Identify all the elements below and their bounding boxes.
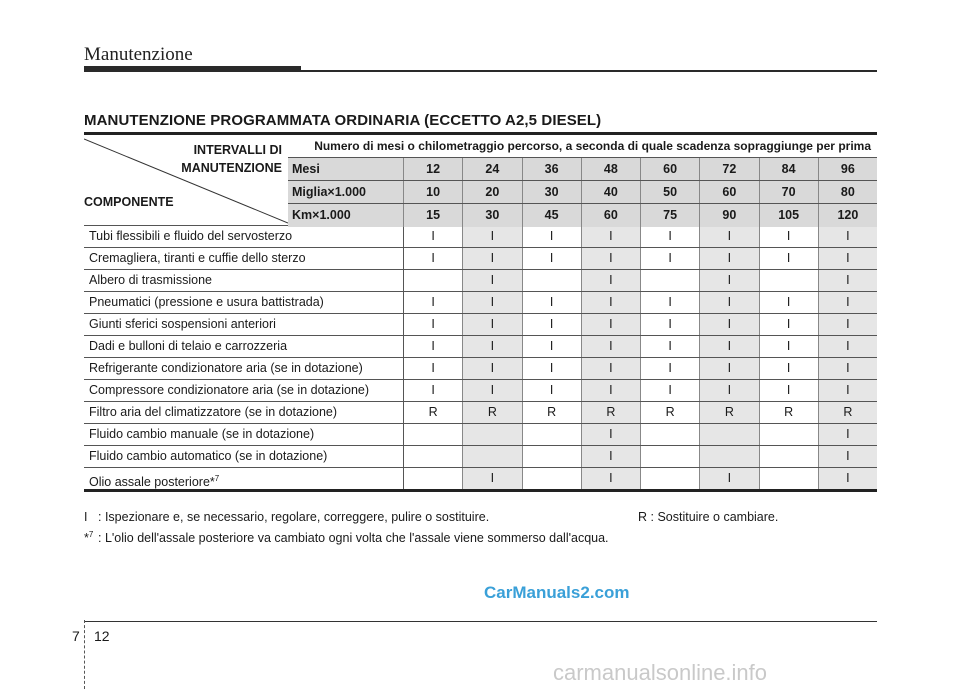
maintenance-action-cell: I xyxy=(463,314,522,335)
maintenance-action-cell xyxy=(404,270,463,291)
maintenance-action-cell xyxy=(641,270,700,291)
maintenance-action-cell xyxy=(760,270,819,291)
header-interval-cell: 70 xyxy=(760,181,819,203)
header-row-label: Miglia×1.000 xyxy=(288,181,404,203)
component-name xyxy=(84,226,404,247)
page-number-value: 12 xyxy=(94,628,110,644)
maintenance-action-cell: R xyxy=(463,402,522,423)
maintenance-action-cell: I xyxy=(700,226,759,247)
header-interval-cell: 60 xyxy=(641,158,700,180)
table-header xyxy=(84,135,877,225)
maintenance-action-cell: I xyxy=(523,314,582,335)
table-corner-cell xyxy=(84,135,288,225)
maintenance-action-cell: I xyxy=(760,226,819,247)
footer-rule xyxy=(85,621,877,622)
section-title: MANUTENZIONE PROGRAMMATA ORDINARIA (ECCETTO A2,5 DIESEL) xyxy=(84,112,602,129)
component-name-text: Fluido cambio manuale (se in dotazione) xyxy=(89,427,315,441)
maintenance-action-cell: I xyxy=(582,336,641,357)
maintenance-action-cell: I xyxy=(404,314,463,335)
component-name xyxy=(84,270,404,291)
legend-replace-text: R : Sostituire o cambiare. xyxy=(638,510,779,524)
maintenance-action-cell: I xyxy=(819,292,877,313)
maintenance-action-cell: I xyxy=(760,358,819,379)
maintenance-action-cell: I xyxy=(463,270,522,291)
header-interval-cell: 30 xyxy=(463,204,522,227)
maintenance-action-cell: R xyxy=(404,402,463,423)
maintenance-action-cell xyxy=(463,446,522,467)
maintenance-action-cell: I xyxy=(700,248,759,269)
component-name xyxy=(84,380,404,401)
maintenance-action-cell xyxy=(641,468,700,489)
maintenance-action-cell: I xyxy=(819,424,877,445)
component-name-text: Giunti sferici sospensioni anteriori xyxy=(89,317,276,331)
maintenance-action-cell: I xyxy=(463,380,522,401)
maintenance-action-cell: I xyxy=(760,380,819,401)
table-row xyxy=(84,247,877,269)
maintenance-action-cell xyxy=(463,424,522,445)
footnote-superscript: 7 xyxy=(88,530,94,539)
maintenance-action-cell: R xyxy=(700,402,759,423)
section-number: 7 xyxy=(72,628,80,644)
table-row xyxy=(84,225,877,247)
header-interval-cell: 84 xyxy=(760,158,819,180)
header-interval-cell: 90 xyxy=(700,204,759,227)
table-header-rows xyxy=(288,158,877,227)
header-interval-cell: 48 xyxy=(582,158,641,180)
component-name xyxy=(84,292,404,313)
table-body xyxy=(84,225,877,489)
maintenance-action-cell: I xyxy=(700,468,759,489)
maintenance-action-cell: I xyxy=(582,270,641,291)
table-row xyxy=(84,445,877,467)
maintenance-action-cell: I xyxy=(582,358,641,379)
maintenance-action-cell: R xyxy=(760,402,819,423)
maintenance-action-cell: I xyxy=(582,314,641,335)
maintenance-action-cell xyxy=(523,424,582,445)
maintenance-action-cell: R xyxy=(582,402,641,423)
maintenance-action-cell: I xyxy=(523,248,582,269)
maintenance-action-cell: I xyxy=(582,248,641,269)
component-name-text: Albero di trasmissione xyxy=(89,273,212,287)
table-row xyxy=(84,423,877,445)
maintenance-action-cell xyxy=(523,270,582,291)
header-row xyxy=(288,204,877,227)
footnote-asterisk: * xyxy=(84,531,89,546)
component-name-text: Pneumatici (pressione e usura battistrada) xyxy=(89,295,324,309)
header-interval-cell: 60 xyxy=(700,181,759,203)
maintenance-action-cell: I xyxy=(404,358,463,379)
header-rule-thick xyxy=(84,66,301,72)
header-interval-cell: 96 xyxy=(840,162,855,176)
component-name xyxy=(84,336,404,357)
maintenance-action-cell xyxy=(700,446,759,467)
maintenance-action-cell xyxy=(760,446,819,467)
component-name xyxy=(84,446,404,467)
header-interval-cell: 80 xyxy=(840,185,855,199)
maintenance-action-cell: I xyxy=(700,358,759,379)
header-row-label: Mesi xyxy=(288,158,404,180)
maintenance-action-cell: I xyxy=(700,380,759,401)
table-row xyxy=(84,269,877,291)
maintenance-action-cell: I xyxy=(819,314,877,335)
component-name-text: Olio assale posteriore* xyxy=(89,475,215,490)
legend-footnote-text: : L'olio dell'assale posteriore va cambiato ogni volta che l'assale viene sommerso dall'acqua. xyxy=(98,531,609,546)
header-interval-cell: 30 xyxy=(523,181,582,203)
maintenance-action-cell xyxy=(760,424,819,445)
maintenance-action-cell: I xyxy=(700,336,759,357)
maintenance-action-cell xyxy=(523,446,582,467)
header-row xyxy=(288,181,877,204)
table-row xyxy=(84,379,877,401)
maintenance-action-cell: I xyxy=(582,292,641,313)
component-name-text: Filtro aria del climatizzatore (se in dotazione) xyxy=(89,405,338,419)
component-name xyxy=(84,314,404,335)
maintenance-action-cell: I xyxy=(760,314,819,335)
maintenance-action-cell: I xyxy=(641,358,700,379)
component-name-text: Tubi flessibili e fluido del servosterzo xyxy=(89,229,293,243)
header-interval-cell: 105 xyxy=(760,204,819,227)
component-name-text: Dadi e bulloni di telaio e carrozzeria xyxy=(89,339,288,353)
table-bottom-rule xyxy=(84,489,877,492)
component-name xyxy=(84,468,404,489)
maintenance-action-cell: I xyxy=(463,468,522,489)
maintenance-action-cell: I xyxy=(700,314,759,335)
maintenance-action-cell: I xyxy=(641,380,700,401)
maintenance-action-cell: I xyxy=(582,446,641,467)
maintenance-action-cell xyxy=(641,446,700,467)
maintenance-action-cell: I xyxy=(819,358,877,379)
header-interval-cell: 36 xyxy=(523,158,582,180)
maintenance-action-cell xyxy=(523,468,582,489)
component-name-text: Refrigerante condizionatore aria (se in dotazione) xyxy=(89,361,363,375)
header-interval-cell: 10 xyxy=(404,181,463,203)
maintenance-action-cell: I xyxy=(760,292,819,313)
header-interval-cell: 72 xyxy=(700,158,759,180)
legend-inspect-text: : Ispezionare e, se necessario, regolare, correggere, pulire o sostituire. xyxy=(98,510,490,524)
maintenance-action-cell: I xyxy=(404,226,463,247)
component-name xyxy=(84,358,404,379)
maintenance-action-cell: I xyxy=(582,424,641,445)
table-row xyxy=(84,313,877,335)
maintenance-action-cell: I xyxy=(523,292,582,313)
legend xyxy=(84,508,779,547)
maintenance-action-cell: R xyxy=(641,402,700,423)
header-interval-cell: 24 xyxy=(463,158,522,180)
header-interval-cell: 45 xyxy=(523,204,582,227)
maintenance-action-cell: I xyxy=(641,226,700,247)
header-interval-cell: 60 xyxy=(582,204,641,227)
carmanuals-watermark[interactable]: CarManuals2.com xyxy=(484,583,630,602)
maintenance-action-cell: I xyxy=(404,292,463,313)
maintenance-action-cell: I xyxy=(819,248,877,269)
maintenance-action-cell xyxy=(641,424,700,445)
maintenance-action-cell xyxy=(760,468,819,489)
maintenance-action-cell: I xyxy=(760,248,819,269)
corner-intervals-label: INTERVALLI DI MANUTENZIONE xyxy=(181,143,282,175)
table-row xyxy=(84,291,877,313)
maintenance-action-cell: I xyxy=(523,358,582,379)
legend-inspect-key: I xyxy=(84,510,88,524)
component-name-text: Cremagliera, tiranti e cuffie dello sterzo xyxy=(89,251,306,265)
header-row-label: Km×1.000 xyxy=(288,204,404,227)
legend-inspect-line xyxy=(84,508,609,526)
table-row xyxy=(84,401,877,423)
maintenance-action-cell: I xyxy=(641,248,700,269)
component-name xyxy=(84,424,404,445)
maintenance-action-cell: I xyxy=(700,270,759,291)
component-name-text: Fluido cambio automatico (se in dotazione) xyxy=(89,449,328,463)
maintenance-action-cell: I xyxy=(404,336,463,357)
component-name xyxy=(84,248,404,269)
maintenance-action-cell: I xyxy=(819,270,877,291)
maintenance-action-cell: I xyxy=(641,292,700,313)
header-interval-cell: 15 xyxy=(404,204,463,227)
maintenance-action-cell: I xyxy=(523,380,582,401)
header-row xyxy=(288,158,877,181)
maintenance-action-cell: I xyxy=(641,314,700,335)
header-rule-thin xyxy=(301,70,877,72)
maintenance-action-cell: I xyxy=(582,380,641,401)
site-watermark: carmanualsonline.info xyxy=(553,660,768,685)
header-interval-cell: 120 xyxy=(837,208,859,222)
maintenance-action-cell xyxy=(404,468,463,489)
legend-footnote-line xyxy=(84,526,609,547)
maintenance-action-cell: I xyxy=(760,336,819,357)
maintenance-action-cell: I xyxy=(404,380,463,401)
maintenance-action-cell: I xyxy=(641,336,700,357)
header-interval-cell: 75 xyxy=(641,204,700,227)
table-row xyxy=(84,467,877,489)
table-header-caption: Numero di mesi o chilometraggio percorso, a seconda di quale scadenza sopraggiunge per prima xyxy=(288,135,877,158)
table-row xyxy=(84,357,877,379)
maintenance-action-cell: I xyxy=(463,358,522,379)
header-interval-cell: 20 xyxy=(463,181,522,203)
header-interval-cell: 12 xyxy=(404,158,463,180)
maintenance-action-cell: I xyxy=(819,380,877,401)
component-name-text: Compressore condizionatore aria (se in dotazione) xyxy=(89,383,370,397)
maintenance-action-cell: I xyxy=(582,468,641,489)
maintenance-action-cell: I xyxy=(582,226,641,247)
header-interval-cell: 50 xyxy=(641,181,700,203)
maintenance-action-cell: I xyxy=(463,292,522,313)
maintenance-action-cell: R xyxy=(819,402,877,423)
maintenance-action-cell: I xyxy=(463,226,522,247)
maintenance-action-cell: I xyxy=(463,248,522,269)
maintenance-action-cell: I xyxy=(819,226,877,247)
maintenance-action-cell: R xyxy=(523,402,582,423)
maintenance-action-cell xyxy=(404,424,463,445)
maintenance-action-cell: I xyxy=(523,226,582,247)
page-number xyxy=(72,628,110,644)
legend-footnote-key xyxy=(84,526,98,547)
page-header-title: Manutenzione xyxy=(84,44,193,65)
maintenance-action-cell: I xyxy=(463,336,522,357)
maintenance-action-cell: I xyxy=(700,292,759,313)
maintenance-action-cell xyxy=(404,446,463,467)
maintenance-action-cell: I xyxy=(819,336,877,357)
corner-component-label: COMPONENTE xyxy=(84,195,174,209)
maintenance-action-cell: I xyxy=(819,446,877,467)
table-row xyxy=(84,335,877,357)
component-name xyxy=(84,402,404,423)
maintenance-action-cell xyxy=(700,424,759,445)
header-interval-cell: 40 xyxy=(582,181,641,203)
maintenance-table xyxy=(84,132,877,492)
maintenance-action-cell: I xyxy=(404,248,463,269)
table-header-intervals xyxy=(288,135,877,225)
maintenance-action-cell: I xyxy=(523,336,582,357)
maintenance-action-cell: I xyxy=(819,468,877,489)
footnote-superscript: 7 xyxy=(214,474,220,483)
